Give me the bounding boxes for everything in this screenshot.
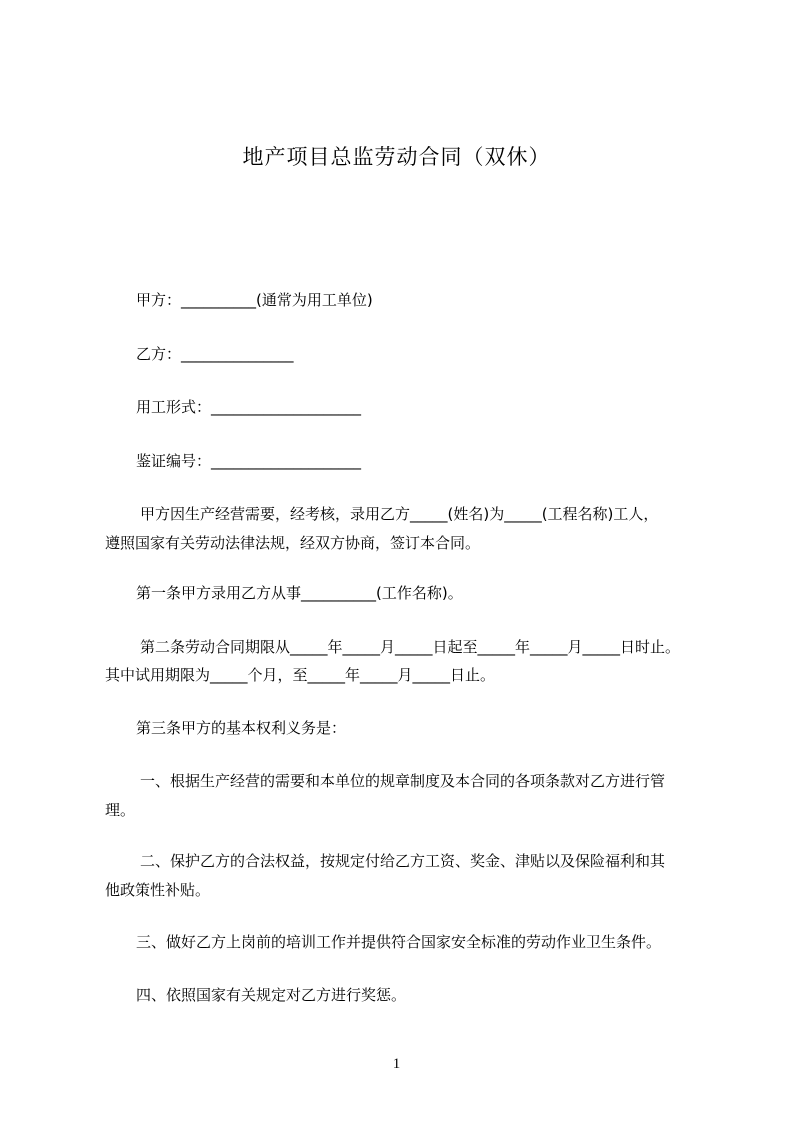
- party-b-line: 乙方：_______________: [136, 345, 294, 363]
- party-a-line: 甲方：__________(通常为用工单位): [136, 291, 373, 309]
- employment-form-line: 用工形式：____________________: [136, 398, 362, 416]
- document-title: 地产项目总监劳动合同（双休）: [242, 145, 551, 169]
- intro-line-2: 遵照国家有关劳动法律法规，经双方协商，签订本合同。: [105, 534, 481, 552]
- article-2-line-2: 其中试用期限为_____个月，至_____年_____月_____日止。: [105, 666, 496, 684]
- item-4: 四、依照国家有关规定对乙方进行奖惩。: [136, 986, 407, 1004]
- item-3: 三、做好乙方上岗前的培训工作并提供符合国家安全标准的劳动作业卫生条件。: [136, 933, 662, 951]
- item-1-line-2: 理。: [105, 801, 136, 819]
- item-2-line-1: 二、保护乙方的合法权益，按规定付给乙方工资、奖金、津贴以及保险福利和其: [140, 852, 666, 870]
- intro-line-1: 甲方因生产经营需要，经考核，录用乙方_____(姓名)为_____(工程名称)工人，: [140, 505, 659, 523]
- item-1-line-1: 一、根据生产经营的需要和本单位的规章制度及本合同的各项条款对乙方进行管: [140, 772, 666, 790]
- article-1: 第一条甲方录用乙方从事__________(工作名称)。: [136, 584, 463, 602]
- article-3: 第三条甲方的基本权利义务是：: [136, 719, 347, 737]
- article-2-line-1: 第二条劳动合同期限从_____年_____月_____日起至_____年_____月_____日时止。: [140, 638, 681, 656]
- page-number: 1: [392, 1056, 401, 1072]
- appraisal-number-line: 鉴证编号：____________________: [136, 452, 362, 470]
- item-2-line-2: 他政策性补贴。: [105, 881, 211, 899]
